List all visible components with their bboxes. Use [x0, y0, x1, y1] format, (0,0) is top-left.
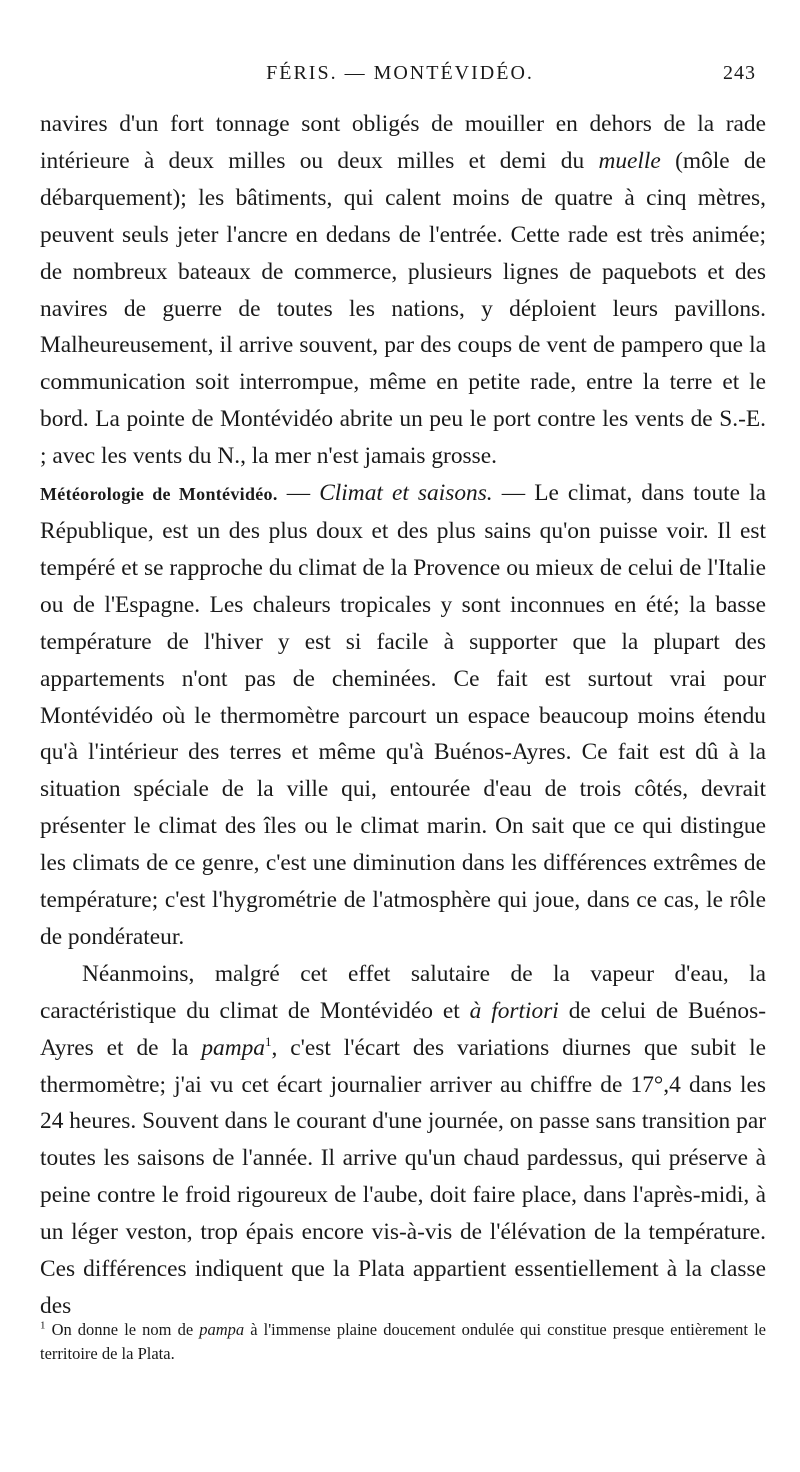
- heading-dash: —: [277, 480, 320, 507]
- italic-term-a-fortiori: à fortiori: [469, 997, 559, 1024]
- paragraph-harbor: [40, 106, 766, 475]
- main-text: [40, 106, 766, 1325]
- paragraph-text: , c'est l'écart des variations diurnes que subit le thermomètre; j'ai vu cet écart journalier arriver au chiffre de 17°,4 dans les 24 heures. Souvent dans le courant d'une journée, on passe sans transition par toutes les saisons de l'année. Il arrive qu'un chaud pardessus, qui préserve à peine contre le froid rigoureux de l'aube, doit faire place, dans l'après-midi, à un léger veston, trop épais encore vis-à-vis de l'élévation de la température. Ces différences indiquent que la Plata appartient essentiellement à la classe des: [40, 1034, 766, 1319]
- running-title: FÉRIS. — MONTÉVIDÉO.: [266, 62, 534, 84]
- running-header: [44, 62, 756, 92]
- italic-term-muelle: muelle: [598, 147, 661, 174]
- italic-term-pampa: pampa: [199, 1320, 245, 1339]
- footnote-mark: 1: [40, 1319, 46, 1332]
- paragraph-text: Néanmoins, malgré cet effet salutaire de la vapeur d'eau, la caractéristique du climat de Montévidéo et: [40, 960, 766, 1024]
- paragraph-text: (môle de débarquement); les bâtiments, qui calent moins de quatre à cinq mètres, peuvent seuls jeter l'ancre en dedans de l'entrée. Cette rade est très animée; de nombreux bateaux de commerce, plusieurs lignes de paquebots et des navires de guerre de toutes les nations, y déploient leurs pavillons. Malheureusement, il arrive souvent, par des coups de vent de pampero que la communication soit interrompue, même en petite rade, entre la terre et le bord. La pointe de Montévidéo abrite un peu le port contre les vents de S.-E. ; avec les vents du N., la mer n'est jamais grosse.: [40, 147, 766, 470]
- footnote-text: à l'immense plaine doucement ondulée qui constitue presque entièrement le territoire de la Plata.: [40, 1320, 766, 1363]
- footnote-text: On donne le nom de: [45, 1320, 200, 1339]
- footnote-reference: 1: [265, 1033, 272, 1049]
- paragraph-text: navires d'un fort tonnage sont obligés de mouiller en dehors de la rade intérieure à deux milles ou deux milles et demi du: [40, 111, 766, 174]
- paragraph-text: — Le climat, dans toute la République, est un des plus doux et des plus sains qu'on puisse voir. Il est tempéré et se rapproche du climat de la Provence ou mieux de celui de l'Italie ou de l'Espagne. Les chaleurs tropicales y sont inconnues en été; la basse température de l'hiver y est si facile à supporter que la plupart des appartements n'ont pas de cheminées. Ce fait est surtout vrai pour Montévidéo où le thermomètre parcourt un espace beaucoup moins étendu qu'à l'intérieur des terres et même qu'à Buénos-Ayres. Ce fait est dû à la situation spéciale de la ville qui, entourée d'eau de trois côtés, devrait présenter le climat des îles ou le climat marin. On sait que ce qui distingue les climats de ce genre, c'est une diminution dans les différences extrêmes de température; c'est l'hygrométrie de l'atmosphère qui joue, dans ce cas, le rôle de pondérateur.: [40, 480, 766, 950]
- paragraph-variations: [40, 956, 766, 1325]
- section-subheading: Climat et saisons.: [319, 480, 493, 507]
- page-number: 243: [723, 62, 756, 84]
- section-heading: Météorologie de Montévidéo.: [40, 484, 278, 505]
- italic-term-pampa: pampa: [201, 1034, 265, 1061]
- paragraph-text: de celui de Buénos-Ayres et de la: [40, 997, 766, 1061]
- footnote: [40, 1318, 766, 1366]
- paragraph-climate: [40, 475, 766, 956]
